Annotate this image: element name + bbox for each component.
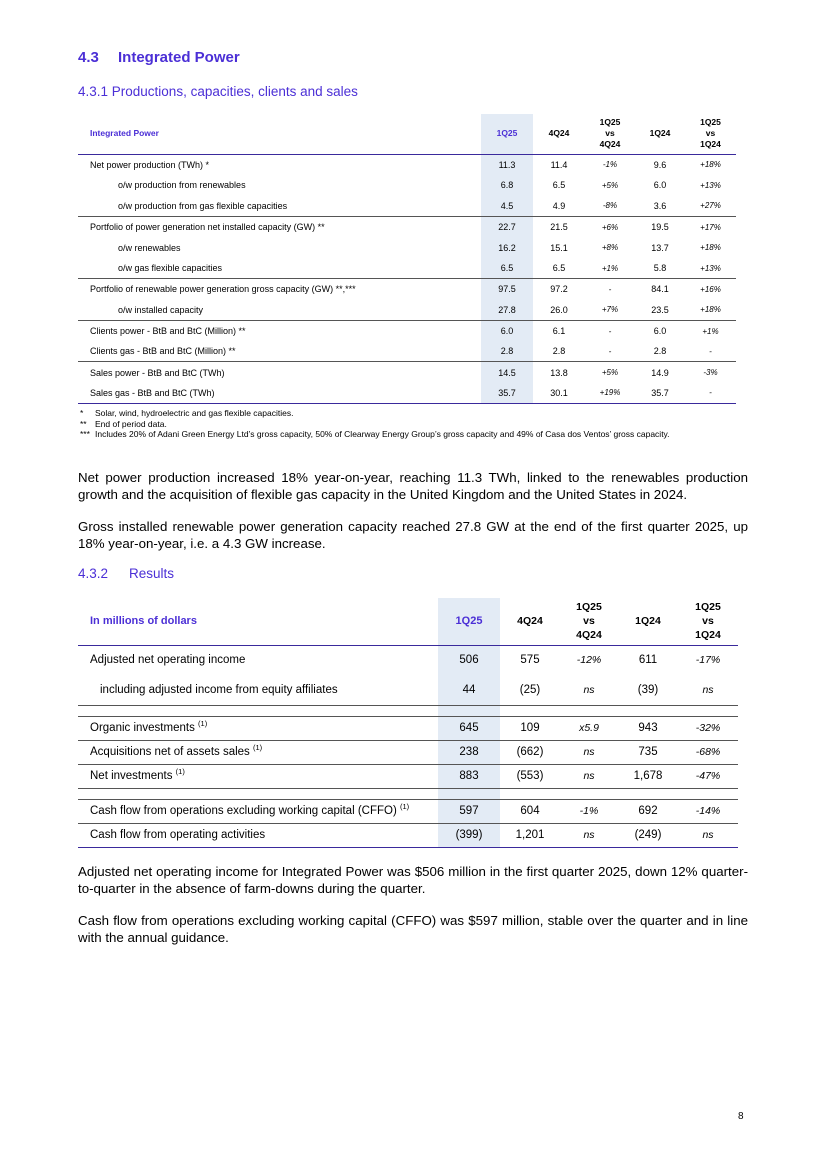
header-1q25: 1Q25: [481, 114, 533, 154]
footnote: ** End of period data.: [80, 418, 167, 429]
table-row: Net power production (TWh) * 11.3 11.4 -1% 9.6 +18%: [78, 154, 736, 175]
table-row: Cash flow from operating activities (399) 1,201 ns (249) ns: [78, 823, 738, 847]
header-label: Integrated Power: [90, 128, 159, 139]
results-table: [78, 598, 738, 848]
production-capacity-table: [78, 114, 736, 404]
table-row: including adjusted income from equity affiliates 44 (25) ns (39) ns: [78, 675, 738, 705]
table-row: o/w installed capacity 27.8 26.0 +7% 23.5 +18%: [78, 300, 736, 321]
header-1q25-vs-1q24: 1Q25 vs 1Q24: [700, 117, 721, 150]
table-header-row: [78, 598, 738, 645]
subsection-heading-productions: 4.3.1 Productions, capacities, clients and sales: [78, 84, 358, 99]
table-row: o/w renewables 16.2 15.1 +8% 13.7 +18%: [78, 237, 736, 258]
table-row: Portfolio of power generation net installed capacity (GW) ** 22.7 21.5 +6% 19.5 +17%: [78, 216, 736, 237]
header-4q24: 4Q24: [517, 615, 543, 628]
section-title: Integrated Power: [118, 49, 240, 66]
table-row: Clients power - BtB and BtC (Million) ** 6.0 6.1 - 6.0 +1%: [78, 320, 736, 341]
header-1q25-vs-4q24: 1Q25 vs 4Q24: [599, 117, 621, 150]
paragraph-net-power-production: Net power production increased 18% year-on-year, reaching 11.3 TWh, linked to the renewables production growth and the acquisition of flexible gas capacity in the United Kingdom and the United States in 2024.: [78, 470, 748, 502]
page-number: 8: [738, 1111, 744, 1122]
table-row: o/w production from renewables 6.8 6.5 +5% 6.0 +13%: [78, 175, 736, 196]
table-row: o/w gas flexible capacities 6.5 6.5 +1% 5.8 +13%: [78, 258, 736, 279]
table-row: o/w production from gas flexible capacities 4.5 4.9 -8% 3.6 +27%: [78, 196, 736, 217]
paragraph-cffo: Cash flow from operations excluding working capital (CFFO) was $597 million, stable over the quarter and in line with the annual guidance.: [78, 913, 748, 945]
table-row: Portfolio of renewable power generation gross capacity (GW) **,*** 97.5 97.2 - 84.1 +16%: [78, 279, 736, 300]
table-row: Net investments $^{(1)}$ 883 (553) ns 1,678 -47%: [78, 764, 738, 788]
paragraph-adjusted-income: Adjusted net operating income for Integrated Power was $506 million in the first quarter 2025, down 12% quarter-to-quarter in the absence of farm-downs during the quarter.: [78, 864, 748, 896]
header-1q24: 1Q24: [649, 128, 671, 139]
section-number: 4.3: [78, 49, 99, 66]
header-1q25-vs-1q24: 1Q25 vs 1Q24: [695, 601, 721, 642]
footnote: *** Includes 20% of Adani Green Energy Ltd’s gross capacity, 50% of Clearway Energy Group’s gross capacity and 49% of Casa dos Ventos’ gross capacity.: [80, 429, 670, 439]
table-row: Sales gas - BtB and BtC (TWh) 35.7 30.1 +19% 35.7 -: [78, 383, 736, 404]
header-1q25-vs-4q24: 1Q25 vs 4Q24: [576, 601, 602, 642]
header-label: In millions of dollars: [90, 615, 197, 628]
section-heading: [78, 49, 240, 66]
table-footnotes: [80, 408, 740, 440]
header-4q24: 4Q24: [548, 128, 570, 139]
footnote: * Solar, wind, hydroelectric and gas flexible capacities.: [80, 408, 294, 418]
header-1q25: 1Q25: [438, 598, 500, 645]
table-row: Clients gas - BtB and BtC (Million) ** 2.8 2.8 - 2.8 -: [78, 341, 736, 362]
table-spacer-row: [78, 788, 738, 799]
subsection-heading-results: 4.3.2 Results: [78, 566, 175, 581]
table-row: Adjusted net operating income 506 575 -12% 611 -17%: [78, 645, 738, 675]
table-row: Acquisitions net of assets sales $^{(1)}$ 238 (662) ns 735 -68%: [78, 740, 738, 764]
table-row: Sales power - BtB and BtC (TWh) 14.5 13.8 +5% 14.9 -3%: [78, 362, 736, 383]
table-header-row: [78, 114, 736, 154]
table-spacer-row: [78, 705, 738, 716]
table-row: Organic investments $^{(1)}$ 645 109 x5.9 943 -32%: [78, 716, 738, 740]
paragraph-gross-capacity: Gross installed renewable power generation capacity reached 27.8 GW at the end of the first quarter 2025, up 18% year-on-year, i.e. a 4.3 GW increase.: [78, 519, 748, 551]
header-1q24: 1Q24: [635, 615, 661, 628]
table-row: Cash flow from operations excluding working capital (CFFO) $^{(1)}$ 597 604 -1% 692 -14%: [78, 799, 738, 823]
